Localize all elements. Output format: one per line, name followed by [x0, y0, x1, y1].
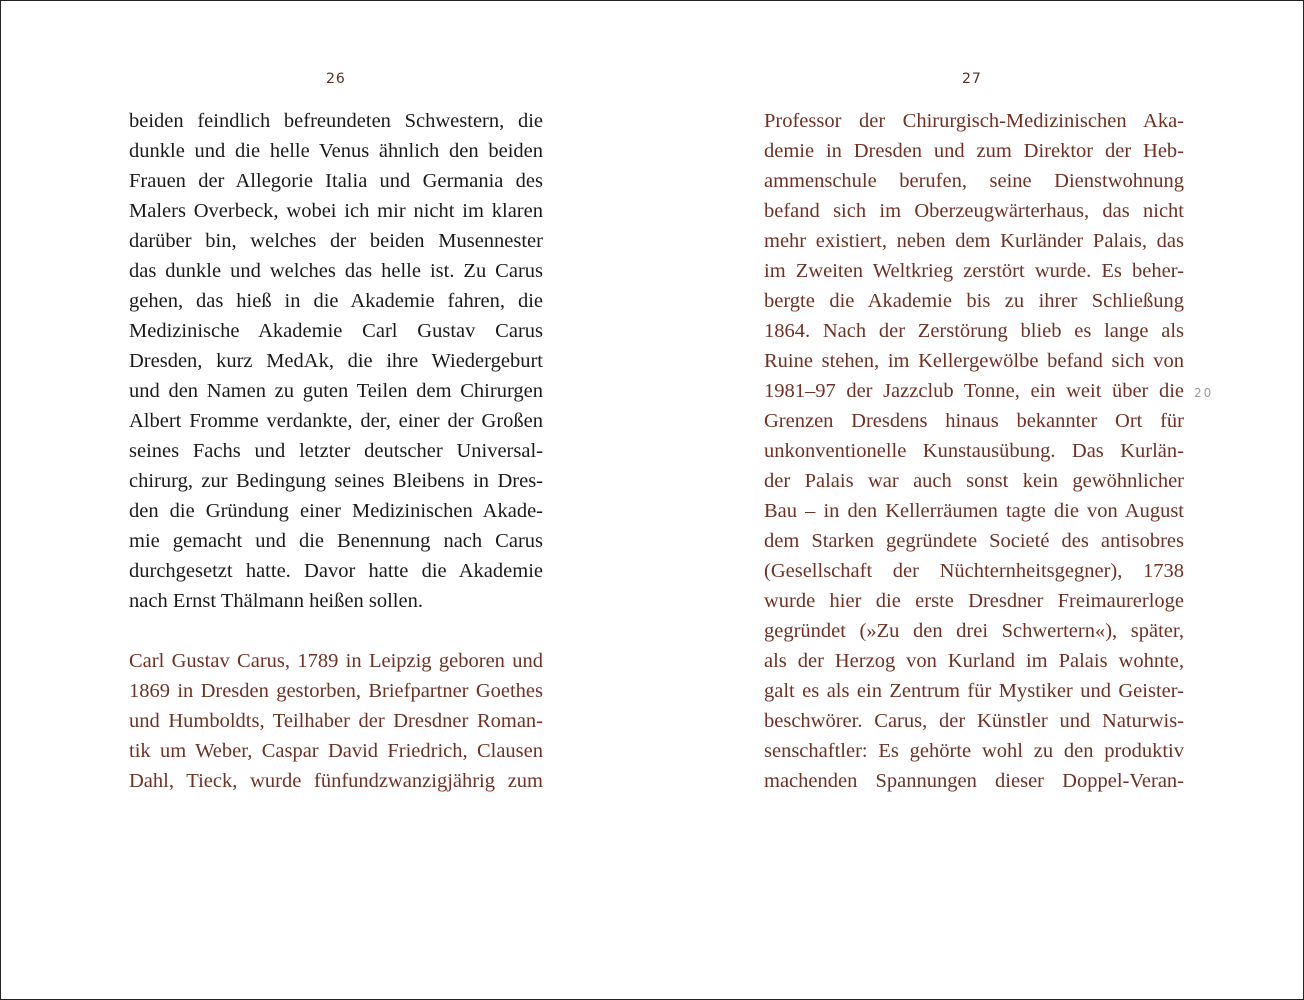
text-line: dunkle und die helle Venus ähnlich den beiden	[129, 140, 543, 162]
text-line: Carl Gustav Carus, 1789 in Leipzig geboren und	[129, 650, 543, 672]
text-line: Albert Fromme verdankte, der, einer der Großen	[129, 410, 543, 432]
text-line: demie in Dresden und zum Direktor der Heb-	[764, 140, 1184, 162]
text-line: dem Starken gegründete Societé des antisobres	[764, 530, 1184, 552]
text-line: Grenzen Dresdens hinaus bekannter Ort für	[764, 410, 1184, 432]
text-line: wurde hier die erste Dresdner Freimaurerloge	[764, 590, 1184, 612]
text-line: Professor der Chirurgisch-Medizinischen Aka-	[764, 110, 1184, 132]
text-line: gegründet (»Zu den drei Schwertern«), später,	[764, 620, 1184, 642]
text-line: 1864. Nach der Zerstörung blieb es lange als	[764, 320, 1184, 342]
page-number-right: 27	[962, 71, 982, 87]
text-line: tik um Weber, Caspar David Friedrich, Clausen	[129, 740, 543, 762]
text-line: im Zweiten Weltkrieg zerstört wurde. Es beher-	[764, 260, 1184, 282]
page-number-left: 26	[326, 71, 346, 87]
text-line: als der Herzog von Kurland im Palais wohnte,	[764, 650, 1184, 672]
text-line: Dahl, Tieck, wurde fünfundzwanzigjährig zum	[129, 770, 543, 792]
text-line: beiden feindlich befreundeten Schwestern, die	[129, 110, 543, 132]
text-line: unkonventionelle Kunstausübung. Das Kurlän-	[764, 440, 1184, 462]
text-line: ammenschule berufen, seine Dienstwohnung	[764, 170, 1184, 192]
text-line: 1869 in Dresden gestorben, Briefpartner Goethes	[129, 680, 543, 702]
text-line: Malers Overbeck, wobei ich mir nicht im klaren	[129, 200, 543, 222]
text-line: machenden Spannungen dieser Doppel-Veran-	[764, 770, 1184, 792]
text-line: senschaftler: Es gehörte wohl zu den produktiv	[764, 740, 1184, 762]
text-line: mie gemacht und die Benennung nach Carus	[129, 530, 543, 552]
text-line: den die Gründung einer Medizinischen Akade-	[129, 500, 543, 522]
text-line: Dresden, kurz MedAk, die ihre Wiedergeburt	[129, 350, 543, 372]
text-line: darüber bin, welches der beiden Musennester	[129, 230, 543, 252]
left-page-paragraph-1	[129, 106, 543, 616]
text-line: seines Fachs und letzter deutscher Universal-	[129, 440, 543, 462]
left-page-paragraph-2	[129, 646, 543, 796]
margin-line-number: 20	[1194, 386, 1214, 400]
text-line: galt es als ein Zentrum für Mystiker und Geister-	[764, 680, 1184, 702]
text-line: der Palais war auch sonst kein gewöhnlicher	[764, 470, 1184, 492]
text-line: beschwörer. Carus, der Künstler und Naturwis-	[764, 710, 1184, 732]
text-line: nach Ernst Thälmann heißen sollen.	[129, 590, 423, 612]
text-line: 1981–97 der Jazzclub Tonne, ein weit über die	[764, 380, 1184, 402]
text-line: und den Namen zu guten Teilen dem Chirurgen	[129, 380, 543, 402]
text-line: befand sich im Oberzeugwärterhaus, das nicht	[764, 200, 1184, 222]
text-line: und Humboldts, Teilhaber der Dresdner Roman-	[129, 710, 543, 732]
text-line: das dunkle und welches das helle ist. Zu Carus	[129, 260, 543, 282]
text-line: Ruine stehen, im Kellergewölbe befand sich von	[764, 350, 1184, 372]
text-line: Bau – in den Kellerräumen tagte die von August	[764, 500, 1184, 522]
text-line: bergte die Akademie bis zu ihrer Schließung	[764, 290, 1184, 312]
text-line: durchgesetzt hatte. Davor hatte die Akademie	[129, 560, 543, 582]
text-line: mehr existiert, neben dem Kurländer Palais, das	[764, 230, 1184, 252]
right-page-paragraph	[764, 106, 1184, 796]
text-line: Medizinische Akademie Carl Gustav Carus	[129, 320, 543, 342]
text-line: (Gesellschaft der Nüchternheitsgegner), 1738	[764, 560, 1184, 582]
text-line: Frauen der Allegorie Italia und Germania des	[129, 170, 543, 192]
text-line: chirurg, zur Bedingung seines Bleibens in Dres-	[129, 470, 543, 492]
text-line: gehen, das hieß in die Akademie fahren, die	[129, 290, 543, 312]
